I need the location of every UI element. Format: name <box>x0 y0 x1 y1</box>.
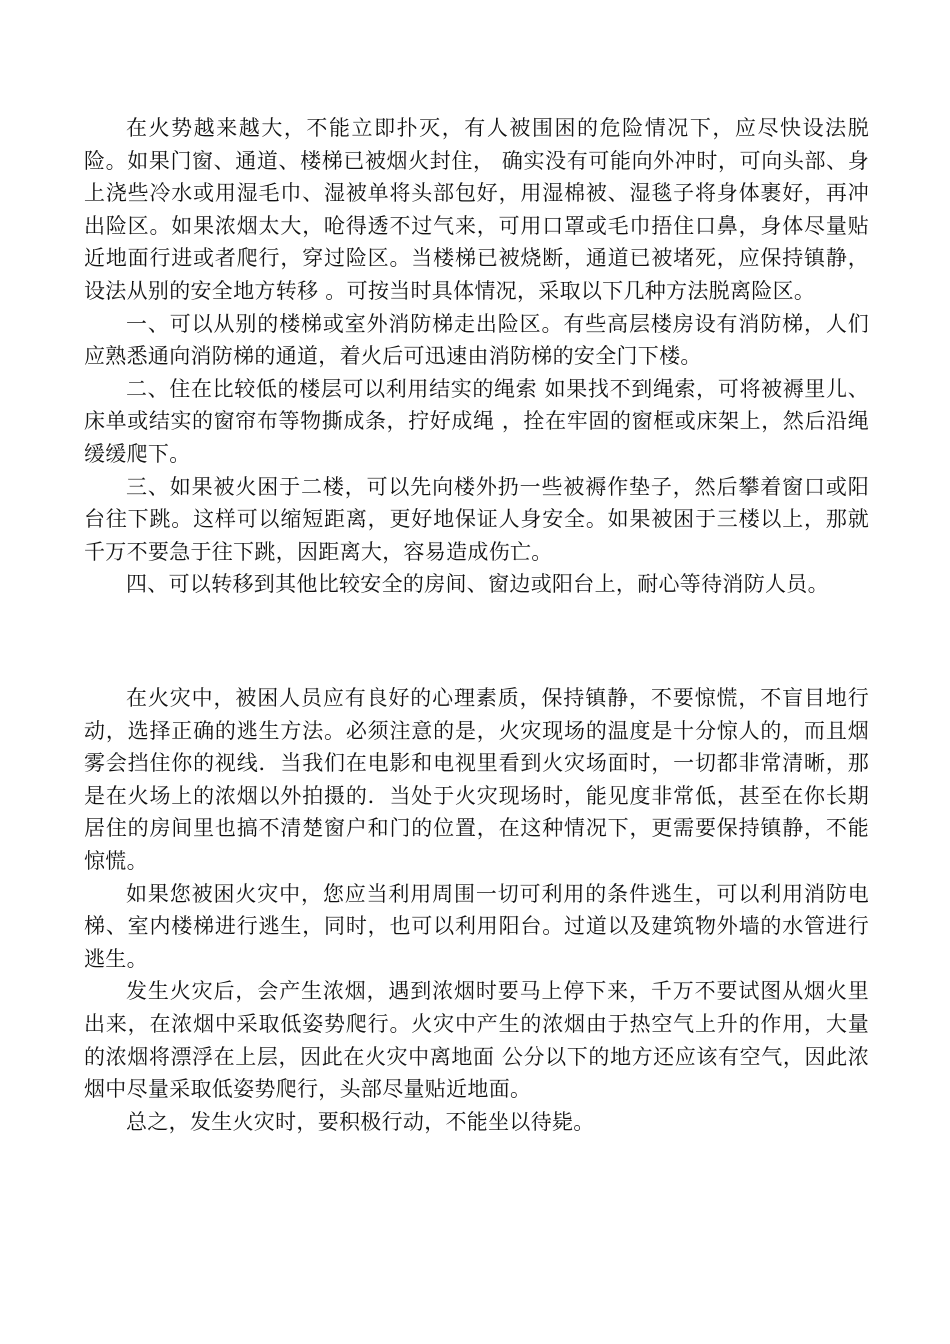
conclusion-paragraph: 总之，发生火灾时，要积极行动，不能坐以待毙。 <box>126 1109 595 1134</box>
method-4-paragraph: 四、可以转移到其他比较安全的房间、窗边或阳台上，耐心等待消防人员。 <box>126 572 829 597</box>
method-2-paragraph: 二、住在比较低的楼层可以利用结实的绳索 如果找不到绳索，可将被褥里儿、床单或结实的窗帘布等物撕成条，拧好成绳 ，拴在牢固的窗框或床架上，然后沿绳缓缓爬下。 <box>84 376 869 466</box>
fire-psychology-section <box>84 682 869 1138</box>
use-surroundings-paragraph: 如果您被困火灾中，您应当利用周围一切可利用的条件逃生，可以利用消防电梯、室内楼梯进行逃生，同时，也可以利用阳台。过道以及建筑物外墙的水管进行逃生。 <box>84 881 869 971</box>
escape-methods-section <box>84 112 869 601</box>
intro-paragraph: 在火势越来越大，不能立即扑灭，有人被围困的危险情况下，应尽快设法脱险。如果门窗、通道、楼梯已被烟火封住， 确实没有可能向外冲时，可向头部、身上浇些冷水或用湿毛巾、湿被单将头部包好，用湿棉被、湿毯子将身体裹好，再冲出险区。如果浓烟太大，呛得透不过气来，可用口罩或毛巾捂住口鼻，身体尽量贴近地面行进或者爬行，穿过险区。当楼梯已被烧断，通道已被堵死，应保持镇静，设法从别的安全地方转移 。可按当时具体情况，采取以下几种方法脱离险区。 <box>84 116 869 303</box>
method-3-paragraph: 三、如果被火困于二楼，可以先向楼外扔一些被褥作垫子，然后攀着窗口或阳台往下跳。这样可以缩短距离，更好地保证人身安全。如果被困于三楼以上，那就千万不要急于往下跳，因距离大，容易造成伤亡。 <box>84 474 869 564</box>
stay-calm-paragraph: 在火灾中，被困人员应有良好的心理素质，保持镇静，不要惊慌，不盲目地行动，选择正确的逃生方法。必须注意的是，火灾现场的温度是十分惊人的，而且烟雾会挡住你的视线．当我们在电影和电视里看到火灾场面时，一切都非常清晰，那是在火场上的浓烟以外拍摄的．当处于火灾现场时，能见度非常低，甚至在你长期居住的房间里也搞不清楚窗户和门的位置，在这种情况下，更需要保持镇静，不能惊慌。 <box>84 686 869 873</box>
smoke-crawl-paragraph: 发生火灾后，会产生浓烟，遇到浓烟时要马上停下来，千万不要试图从烟火里出来，在浓烟中采取低姿势爬行。火灾中产生的浓烟由于热空气上升的作用，大量的浓烟将漂浮在上层，因此在火灾中离地面 公分以下的地方还应该有空气，因此浓烟中尽量采取低姿势爬行，头部尽量贴近地面。 <box>84 979 869 1102</box>
method-1-paragraph: 一、可以从别的楼梯或室外消防梯走出险区。有些高层楼房设有消防梯，人们应熟悉通向消防梯的通道，着火后可迅速由消防梯的安全门下楼。 <box>84 311 869 369</box>
